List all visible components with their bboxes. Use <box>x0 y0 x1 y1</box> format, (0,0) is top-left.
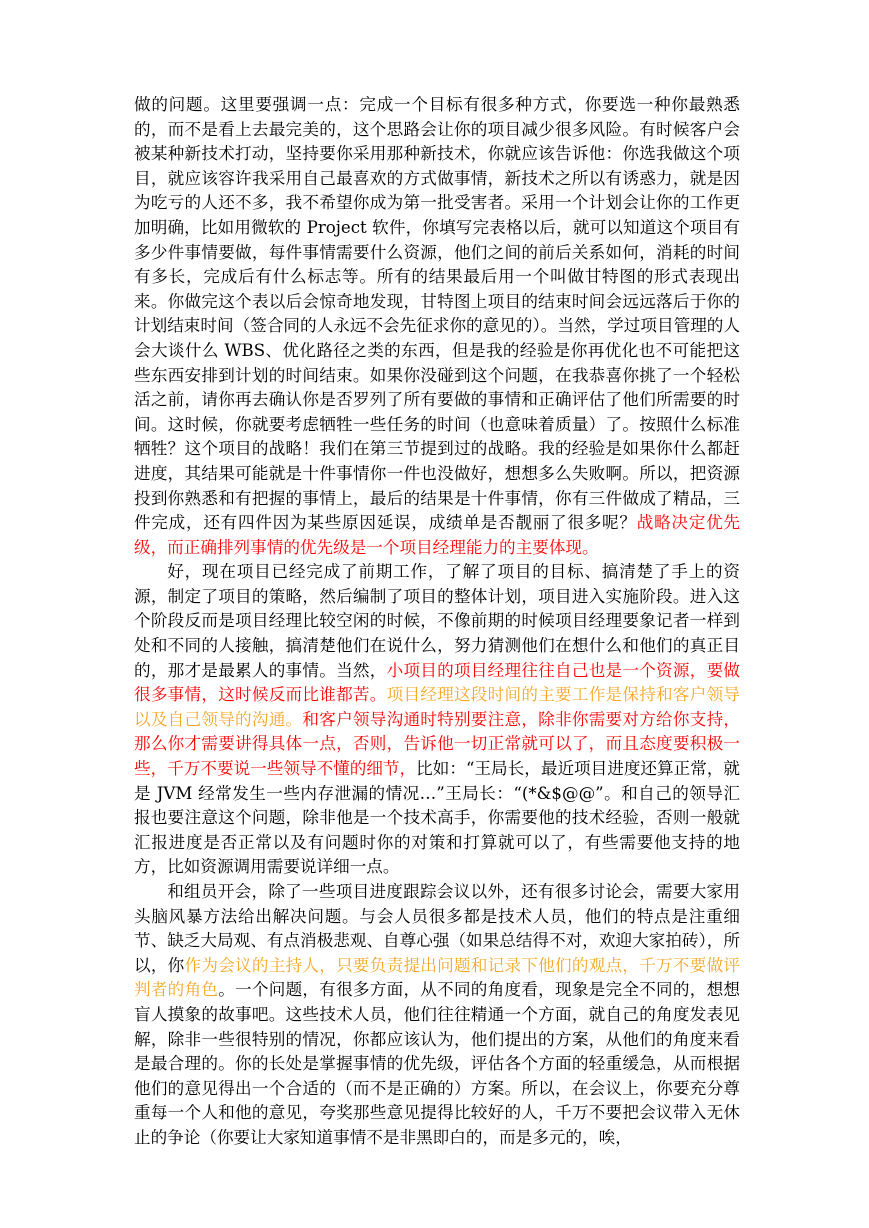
highlighted-text-orange: 作为会议的主持人，只要负责提出问题和记录下他们的观点，千万不要做评判者的角色 <box>134 955 741 1000</box>
text-run: 和组员开会，除了一些项目进度跟踪会议以外，还有很多讨论会，需要大家用头脑风暴方法给出解决问题。与会人员很多都是技术人员，他们的特点是注重细节、缺乏大局观、有点消极悲观、自尊心强（如果总结得不对，欢迎大家拍砖），所以，你 <box>134 882 740 975</box>
highlighted-text-orange: 项目经理这段时间的主要工作是保持和客户领导以及自己领导的沟通。 <box>134 685 741 729</box>
highlighted-text-red: 和客户领导沟通时特别要注意，除非你需要对方给你支持，那么你才需要讲得具体一点，否则，告诉他一切正常就可以了，而且态度要积极一些，千万不要说一些领导不懂的细节， <box>134 709 741 779</box>
paragraph-1 <box>134 93 740 560</box>
paragraph-3 <box>134 880 740 1151</box>
document-page <box>134 93 740 1151</box>
highlighted-text-red: 战略决定优先级，而正确排列事情的优先级是一个项目经理能力的主要体现。 <box>134 513 741 557</box>
text-run: 好，现在项目已经完成了前期工作，了解了项目的目标、搞清楚了手上的资源，制定了项目的策略，然后编制了项目的整体计划，项目进入实施阶段。进入这个阶段反而是项目经理比较空闲的时候，不像前期的时候项目经理要象记者一样到处和不同的人接触，搞清楚他们在说什么，努力猜测他们在想什么和他们的真正目的，那才是最累人的事情。当然， <box>134 562 740 680</box>
text-run: 做的问题。这里要强调一点：完成一个目标有很多种方式，你要选一种你最熟悉的，而不是看上去最完美的，这个思路会让你的项目减少很多风险。有时候客户会被某种新技术打动，坚持要你采用那种新技术，你就应该告诉他：你选我做这个项目，就应该容许我采用自己最喜欢的方式做事情，新技术之所以有诱惑力，就是因为吃亏的人还不多，我不希望你成为第一批受害者。采用一个计划会让你的工作更加明确，比如用微软的 Project 软件，你填写完表格以后，就可以知道这个项目有多少件事情要做，每件事情需要什么资源，他们之间的前后关系如何，消耗的时间有多长，完成后有什么标志等。所有的结果最后用一个叫做甘特图的形式表现出来。你做完这个表以后会惊奇地发现，甘特图上项目的结束时间会远远落后于你的计划结束时间（签合同的人永远不会先征求你的意见的）。当然，学过项目管理的人会大谈什么 WBS、优化路径之类的东西，但是我的经验是你再优化也不可能把这些东西安排到计划的时间结束。如果你没碰到这个问题，在我恭喜你挑了一个轻松活之前，请你再去确认你是否罗列了所有要做的事情和正确评估了他们所需要的时间。这时候，你就要考虑牺牲一些任务的时间（也意味着质量）了。按照什么标准牺牲？这个项目的战略！我们在第三节提到过的战略。我的经验是如果你什么都赶进度，其结果可能就是十件事情你一件也没做好，想想多么失败啊。所以，把资源投到你熟悉和有把握的事情上，最后的结果是十件事情，你有三件做成了精品，三件完成，还有四件因为某些原因延误，成绩单是否靓丽了很多呢？ <box>134 95 740 533</box>
text-run: 。一个问题，有很多方面，从不同的角度看，现象是完全不同的，想想盲人摸象的故事吧。这些技术人员，他们往往精通一个方面，就自己的角度发表见解，除非一些很特别的情况，你都应该认为，他们提出的方案，从他们的角度来看是最合理的。你的长处是掌握事情的优先级，评估各个方面的轻重缓急，从而根据他们的意见得出一个合适的（而不是正确的）方案。所以，在会议上，你要充分尊重每一个人和他的意见，夸奖那些意见提得比较好的人，千万不要把会议带入无休止的争论（你要让大家知道事情不是非黑即白的，而是多元的，唉， <box>134 980 741 1147</box>
paragraph-2 <box>134 560 740 880</box>
highlighted-text-red: 小项目的项目经理往往自己也是一个资源，要做很多事情，这时候反而比谁都苦。 <box>134 660 741 705</box>
text-run: 比如：“王局长，最近项目进度还算正常，就是 JVM 经常发生一些内存泄漏的情况…”王局长：“(*&$@@”。和自己的领导汇报也要注意这个问题，除非他是一个技术高手，你需要他的技术经验，否则一般就汇报进度是否正常以及有问题时你的对策和打算就可以了，有些需要他支持的地方，比如资源调用需要说详细一点。 <box>134 759 741 877</box>
